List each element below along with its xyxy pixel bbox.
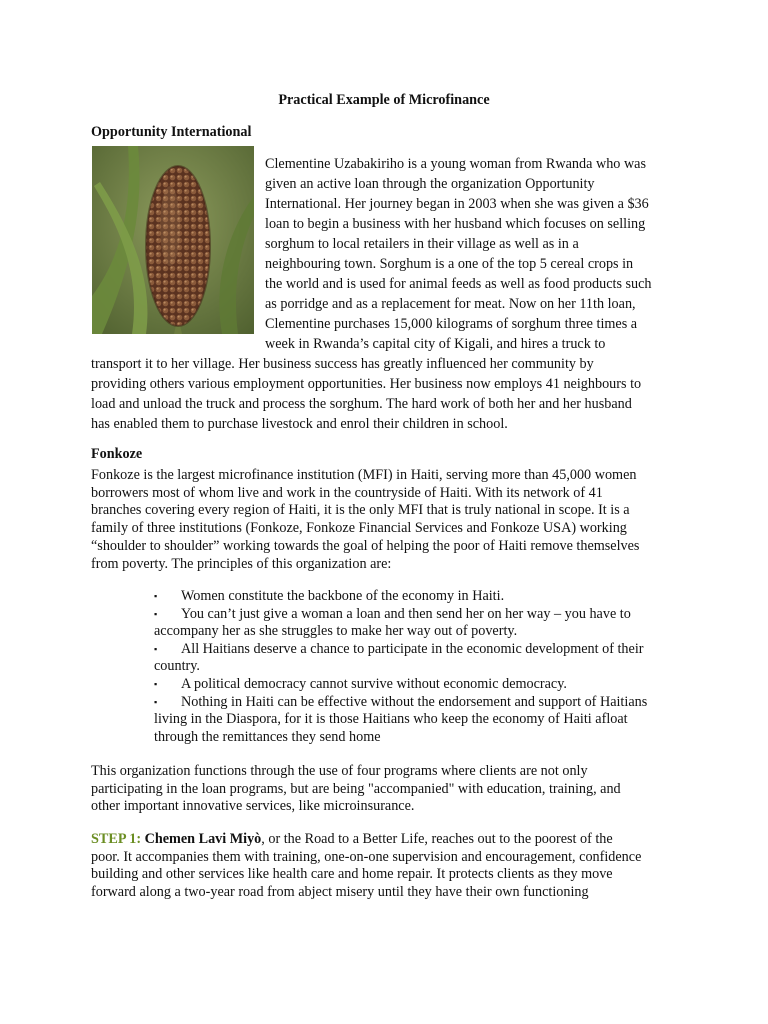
text-line: participating in the loan programs, but are being "accompanied" with education, training, and <box>91 780 621 797</box>
text-line: has enabled them to purchase livestock and enrol their children in school. <box>91 416 508 432</box>
programs-paragraph <box>91 763 681 816</box>
list-item <box>154 606 680 641</box>
list-item <box>154 588 680 606</box>
text-line: borrowers most of whom live and work in the countryside of Haiti. With its network of 41 <box>91 484 603 501</box>
sorghum-photo <box>92 146 254 334</box>
page-title: Practical Example of Microfinance <box>278 92 490 108</box>
bullet-icon: ▪ <box>154 643 158 654</box>
bullet-text: Women constitute the backbone of the economy in Haiti. <box>181 588 505 604</box>
text-line: Clementine Uzabakiriho is a young woman from Rwanda who was <box>265 156 647 172</box>
text-line: providing others various employment opportunities. Her business now employs 41 neighbours to <box>91 376 642 392</box>
list-item <box>154 694 680 747</box>
text-line: , or the Road to a Better Life, reaches out to the poorest of the <box>261 831 613 847</box>
text-line: This organization functions through the use of four programs where clients are not only <box>91 763 588 779</box>
step-1-paragraph <box>91 831 681 902</box>
bullet-text: All Haitians deserve a chance to participate in the economic development of their <box>181 640 644 657</box>
text-line: the world and is used for animal feeds as well as food products such <box>265 276 652 292</box>
bullet-text: country. <box>154 658 200 675</box>
step-label: STEP 1: <box>91 831 142 847</box>
intro-continuation <box>91 354 681 434</box>
bullet-icon: ▪ <box>154 608 158 619</box>
text-line: transport it to her village. Her business success has greatly influenced her community by <box>91 356 594 372</box>
text-line: sorghum to local retailers in their village as well as in a <box>265 236 579 252</box>
program-name: Chemen Lavi Miyò <box>144 831 262 847</box>
text-line: building and other services like health care and home repair. It protects clients as they move <box>91 866 613 883</box>
text-line: neighbouring town. Sorghum is a one of the top 5 cereal crops in <box>265 256 634 272</box>
text-line: week in Rwanda’s capital city of Kigali, and hires a truck to <box>265 336 606 352</box>
text-line: as porridge and as a replacement for meat. Now on her 11th loan, <box>265 296 636 312</box>
bullet-text: Nothing in Haiti can be effective without the endorsement and support of Haitians <box>181 693 648 710</box>
text-line: from poverty. The principles of this organization are: <box>91 555 392 572</box>
sorghum-image <box>92 146 254 334</box>
text-line: forward along a two-year road from abject misery until they have their own functioning <box>91 884 589 901</box>
text-line: “shoulder to shoulder” working towards the goal of helping the poor of Haiti remove themselves <box>91 537 640 554</box>
intro-paragraph <box>265 154 679 354</box>
text-line: poor. It accompanies them with training, one-on-one supervision and encouragement, confidence <box>91 848 642 865</box>
bullet-text: accompany her as she struggles to make her way out of poverty. <box>154 623 518 640</box>
text-line: International. Her journey began in 2003 when she was given a $36 <box>265 196 649 212</box>
principles-list <box>154 588 680 746</box>
bullet-text: A political democracy cannot survive without economic democracy. <box>181 675 567 692</box>
text-line: Clementine purchases 15,000 kilograms of sorghum three times a <box>265 316 638 332</box>
bullet-text: through the remittances they send home <box>154 728 381 745</box>
section-heading-opportunity-international: Opportunity International <box>91 124 252 140</box>
bullet-text: living in the Diaspora, for it is those Haitians who keep the economy of Haiti afloat <box>154 711 628 728</box>
text-line: other important innovative services, like microinsurance. <box>91 798 415 814</box>
text-line: load and unload the truck and process the sorghum. The hard work of both her and her husband <box>91 396 632 412</box>
bullet-text: You can’t just give a woman a loan and then send her on her way – you have to <box>181 605 631 622</box>
section-heading-fonkoze: Fonkoze <box>91 446 143 462</box>
list-item <box>154 641 680 676</box>
text-line: loan to begin a business with her husband which focuses on selling <box>265 216 646 232</box>
bullet-icon: ▪ <box>154 696 158 707</box>
bullet-icon: ▪ <box>154 591 158 601</box>
text-line: given an active loan through the organization Opportunity <box>265 176 595 192</box>
fonkoze-paragraph <box>91 467 681 573</box>
text-line: branches covering every region of Haiti, it is the only MFI that is truly national in scope. It is a <box>91 502 630 519</box>
text-line: Fonkoze is the largest microfinance institution (MFI) in Haiti, serving more than 45,000 women <box>91 467 637 483</box>
list-item <box>154 676 680 694</box>
text-line: family of three institutions (Fonkoze, Fonkoze Financial Services and Fonkoze USA) working <box>91 520 627 537</box>
bullet-icon: ▪ <box>154 678 158 689</box>
